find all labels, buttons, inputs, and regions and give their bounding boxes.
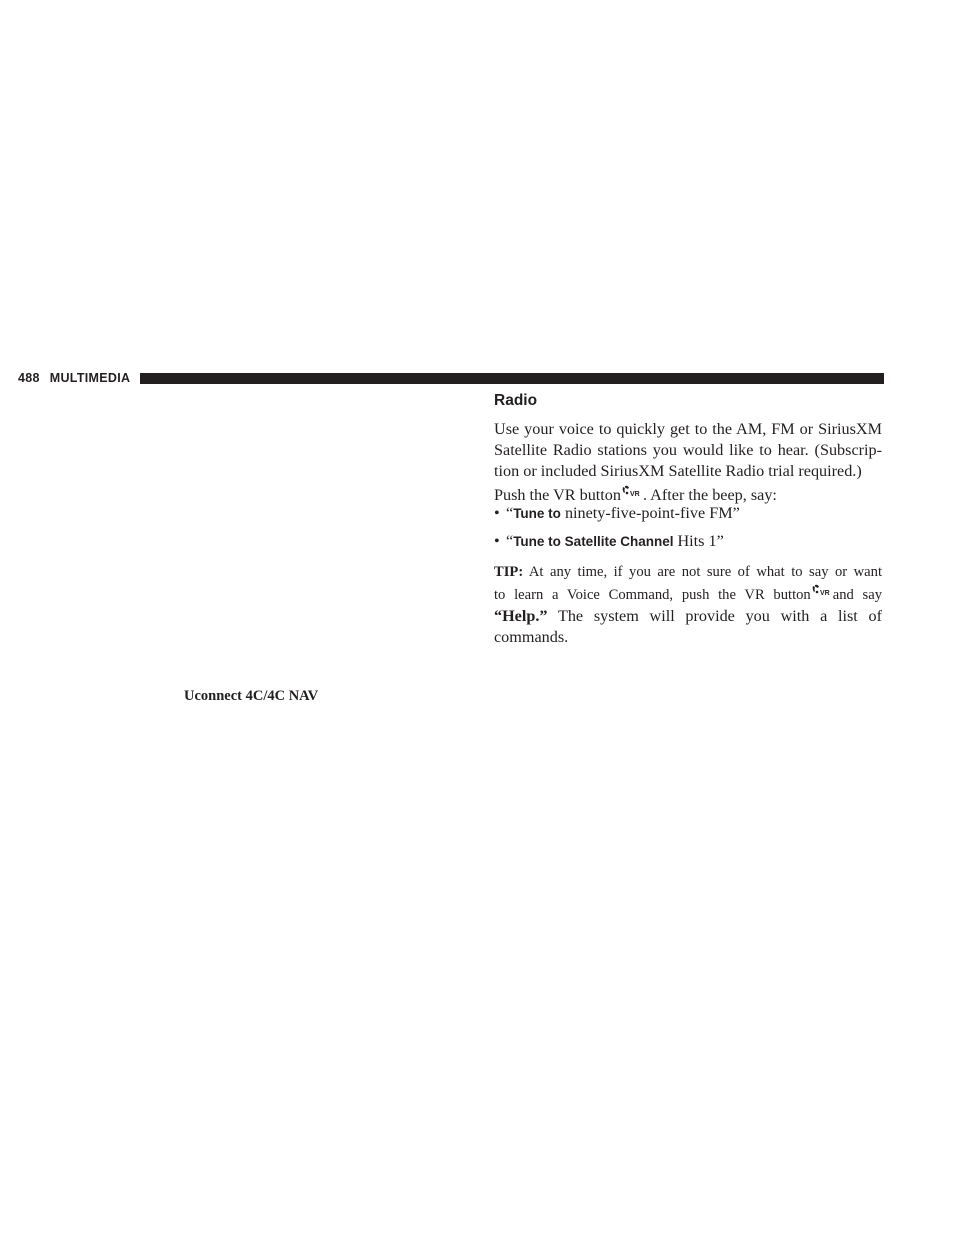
tip-line-2-after: and say (832, 587, 882, 603)
bullet-dot: • (494, 504, 500, 522)
figure-caption: Uconnect 4C/4C NAV (184, 688, 319, 704)
command-text: Tune to (513, 506, 561, 521)
tip-line-1-text: At any time, if you are not sure of what to say or want (528, 564, 883, 580)
help-command: “Help.” (494, 607, 548, 625)
tip-line-3-text: The system will provide you with a list of (557, 607, 882, 625)
svg-text:VR: VR (819, 590, 830, 597)
svg-text:VR: VR (629, 491, 640, 498)
tip-line-4: commands. (494, 628, 569, 646)
command-bullet-2 (494, 531, 882, 552)
push-before-text: Push the VR button (494, 486, 621, 504)
section-title: MULTIMEDIA (49, 371, 131, 385)
tip-line-2-before: to learn a Voice Command, push the VR button (494, 587, 811, 603)
page-header (18, 371, 884, 385)
tip-line-1 (494, 562, 882, 583)
voice-recognition-icon (621, 483, 643, 504)
push-after-text: . After the beep, say: (642, 486, 777, 504)
radio-intro: Use your voice to quickly get to the AM, FM or SiriusXM Satellite Radio stations you would like to hear. (Subscrip- tion or included SiriusXM Satellite Radio trial required.) (494, 420, 882, 480)
voice-recognition-icon (811, 583, 833, 604)
tip-line-2 (494, 583, 882, 606)
command-rest: ninety-five-point-five FM” (564, 504, 740, 522)
tip-label: TIP: (494, 564, 524, 580)
command-rest: Hits 1” (677, 532, 724, 550)
bullet-dot: • (494, 532, 500, 550)
open-quote: “ (506, 532, 514, 550)
page-number: 488 (18, 371, 40, 385)
tip-line-3 (494, 606, 882, 627)
header-rule (140, 373, 884, 384)
command-text: Tune to Satellite Channel (513, 534, 674, 549)
radio-heading: Radio (494, 392, 538, 409)
tip-paragraph (494, 562, 882, 648)
command-bullet-1 (494, 503, 882, 524)
open-quote: “ (506, 504, 514, 522)
